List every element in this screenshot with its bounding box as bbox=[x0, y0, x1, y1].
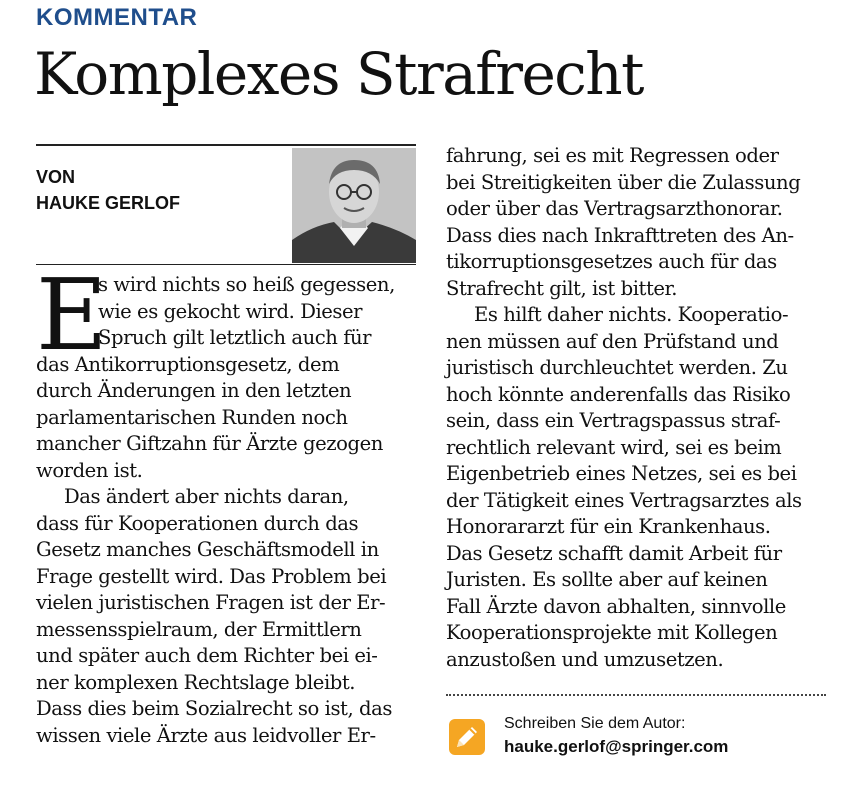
text-line: fahrung, sei es mit Regressen oder bbox=[446, 144, 779, 167]
text-line: Dass dies nach Inkrafttreten des An- bbox=[446, 223, 794, 247]
text-line: Kooperationsprojekte mit Kollegen bbox=[446, 621, 778, 644]
byline-box bbox=[36, 144, 416, 265]
text-line: Das ändert aber nichts daran, bbox=[64, 485, 349, 508]
text-line: der Tätigkeit eines Vertragsarztes als bbox=[446, 488, 802, 512]
text-line: mancher Giftzahn für Ärzte gezogen bbox=[36, 432, 383, 455]
text-line: durch Änderungen in den letzten bbox=[36, 379, 352, 402]
text-line: das Antikorruptionsgesetz, dem bbox=[36, 352, 340, 376]
text-line: Fall Ärzte davon abhalten, sinnvolle bbox=[446, 594, 786, 618]
text-line: hoch könnte anderenfalls das Risiko bbox=[446, 382, 791, 406]
text-line: nen müssen auf den Prüfstand und bbox=[446, 329, 779, 353]
text-line: dass für Kooperationen durch das bbox=[36, 511, 359, 535]
text-line: Es hilft daher nichts. Kooperatio- bbox=[474, 303, 789, 326]
text-line: s wird nichts so heiß gegessen, bbox=[98, 273, 395, 296]
text-line: Eigenbetrieb eines Netzes, sei es bei bbox=[446, 462, 797, 485]
text-line: sein, dass ein Vertragspassus straf- bbox=[446, 409, 781, 432]
text-line: bei Streitigkeiten über die Zulassung bbox=[446, 170, 801, 194]
text-line: Das Gesetz schafft damit Arbeit für bbox=[446, 541, 782, 565]
text-line: wie es gekocht wird. Dieser bbox=[98, 299, 363, 323]
drop-cap: E bbox=[36, 259, 108, 373]
byline-author: HAUKE GERLOF bbox=[36, 193, 180, 213]
text-line: Dass dies beim Sozialrecht so ist, das bbox=[36, 697, 392, 720]
article-column-1 bbox=[36, 259, 422, 749]
text-line: anzustoßen und umzusetzen. bbox=[446, 647, 724, 671]
article-column-2 bbox=[446, 143, 838, 673]
text-line: Gesetz manches Geschäftsmodell in bbox=[36, 538, 379, 561]
text-line: oder über das Vertragsarzthonorar. bbox=[446, 197, 783, 220]
byline-von: VON bbox=[36, 167, 76, 187]
dotted-divider bbox=[446, 694, 826, 696]
text-line: parlamentarischen Runden noch bbox=[36, 405, 348, 429]
text-line: juristisch durchleuchtet werden. Zu bbox=[446, 356, 788, 379]
contact-label: Schreiben Sie dem Autor: bbox=[504, 715, 686, 732]
text-line: Honorararzt für ein Krankenhaus. bbox=[446, 515, 771, 538]
headline: Komplexes Strafrecht bbox=[34, 40, 643, 108]
author-email-link[interactable]: hauke.gerlof@springer.com bbox=[504, 737, 729, 756]
text-line: rechtlich relevant wird, sei es beim bbox=[446, 435, 782, 459]
author-portrait bbox=[292, 148, 416, 263]
text-line: Spruch gilt letztlich auch für bbox=[98, 326, 372, 349]
text-line: Strafrecht gilt, ist bitter. bbox=[446, 276, 678, 300]
text-line: messensspielraum, der Ermittlern bbox=[36, 617, 362, 641]
text-line: und später auch dem Richter bei ei- bbox=[36, 644, 378, 667]
text-line: ner komplexen Rechtslage bleibt. bbox=[36, 670, 356, 694]
section-kicker: KOMMENTAR bbox=[36, 4, 198, 31]
text-line: wissen viele Ärzte aus leidvoller Er- bbox=[36, 723, 376, 747]
byline bbox=[36, 164, 180, 216]
text-line: Frage gestellt wird. Das Problem bei bbox=[36, 564, 387, 588]
pencil-icon bbox=[448, 718, 486, 756]
text-line: vielen juristischen Fragen ist der Er- bbox=[36, 591, 386, 614]
text-line: Juristen. Es sollte aber auf keinen bbox=[446, 568, 768, 591]
text-line: tikorruptionsgesetzes auch für das bbox=[446, 250, 777, 273]
text-line: worden ist. bbox=[36, 458, 143, 482]
